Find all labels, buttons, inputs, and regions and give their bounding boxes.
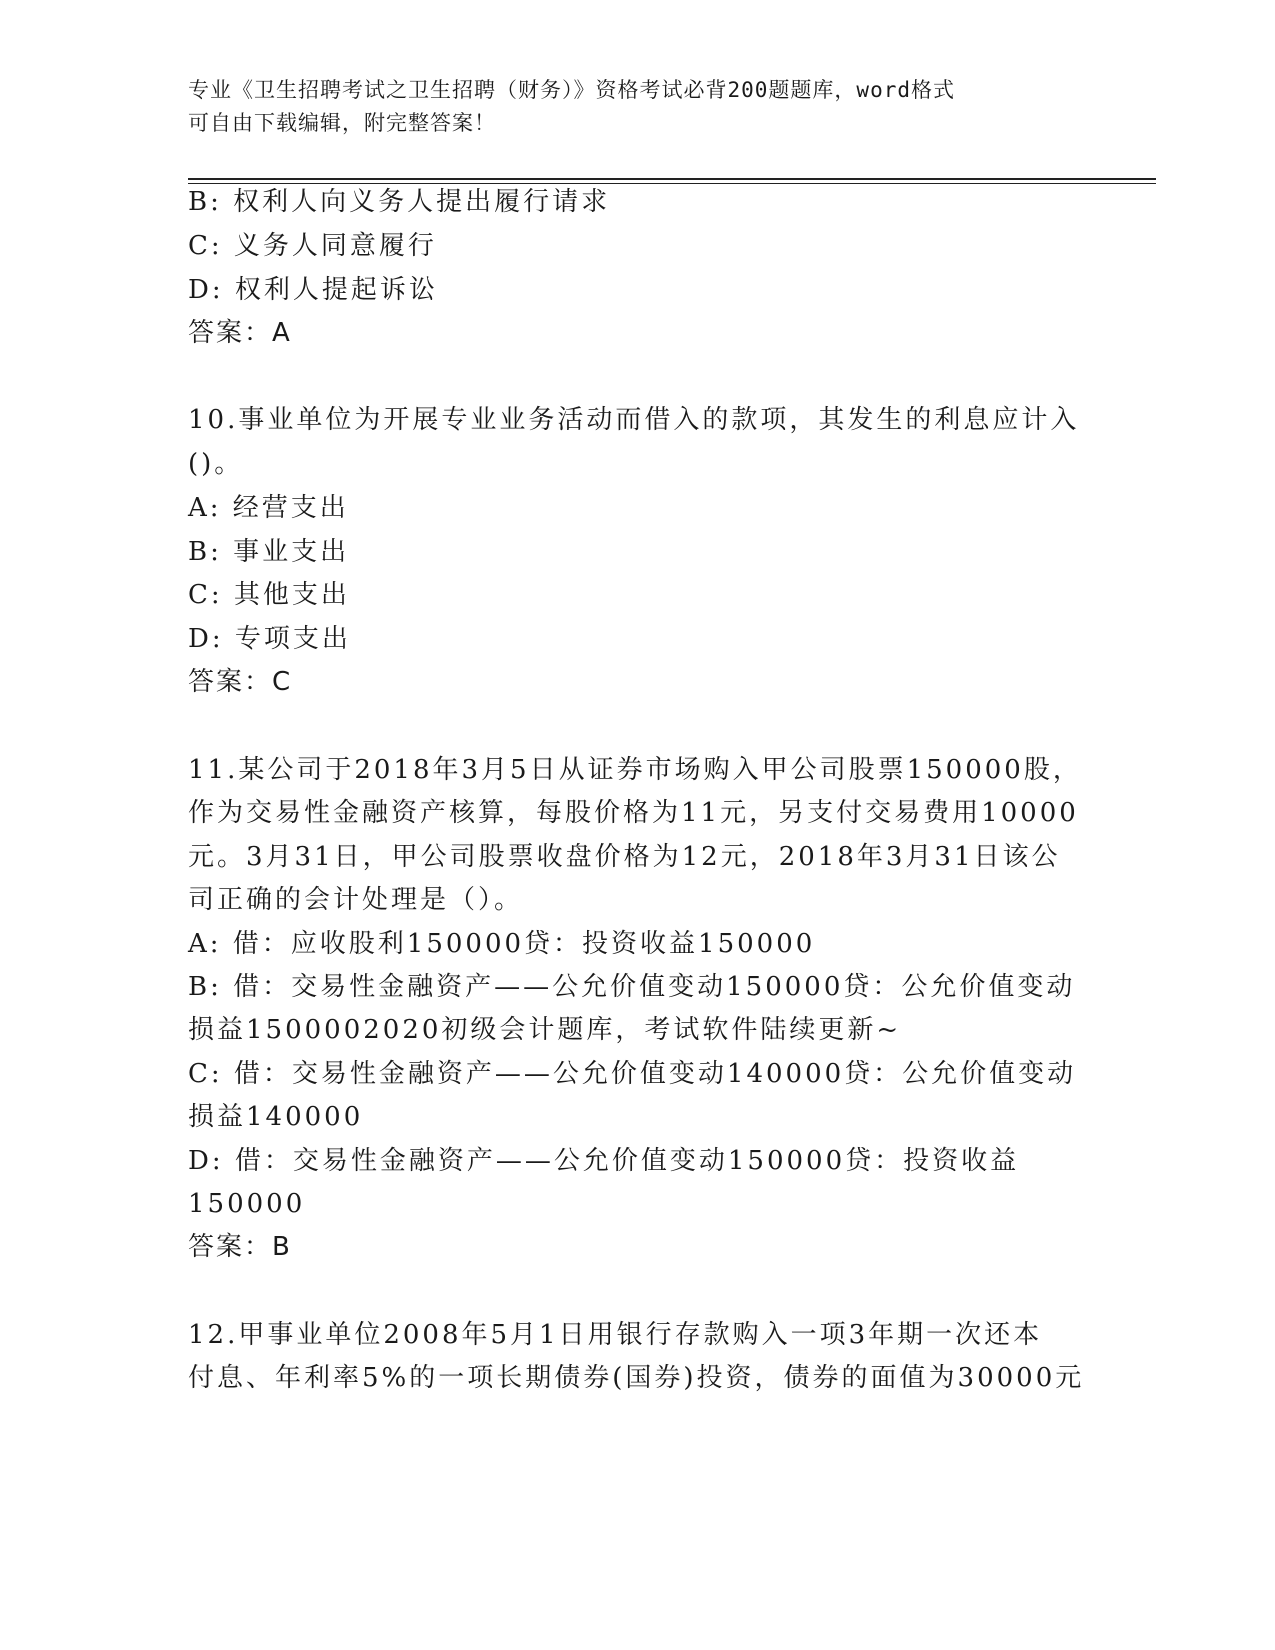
q11-option-b-line-1: B: 借：交易性金融资产——公允价值变动150000贷：公允价值变动 (188, 972, 1076, 1002)
q11-stem-line-1: 11.某公司于2018年3月5日从证券市场购入甲公司股票150000股， (188, 755, 1082, 785)
q9-option-d: D: 权利人提起诉讼 (188, 275, 438, 305)
header-divider-thin (188, 183, 1156, 184)
q11-stem-line-4: 司正确的会计处理是（）。 (188, 885, 524, 915)
q11-stem-line-3: 元。3月31日，甲公司股票收盘价格为12元，2018年3月31日该公 (188, 842, 1061, 872)
q11-option-c-line-1: C: 借：交易性金融资产——公允价值变动140000贷：公允价值变动 (188, 1059, 1077, 1089)
q11-stem-line-2: 作为交易性金融资产核算，每股价格为11元，另支付交易费用10000 (188, 798, 1079, 828)
page-header (188, 74, 1068, 140)
q11-option-d-line-2: 150000 (188, 1189, 306, 1219)
q11-option-a: A: 借：应收股利150000贷：投资收益150000 (188, 929, 816, 959)
q9-option-c: C: 义务人同意履行 (188, 231, 437, 261)
q9-answer: 答案：A (188, 318, 292, 348)
q10-stem-line-1: 10.事业单位为开展专业业务活动而借入的款项，其发生的利息应计入 (188, 405, 1080, 435)
header-line-2: 可自由下载编辑，附完整答案！ (188, 111, 496, 135)
header-line-1: 专业《卫生招聘考试之卫生招聘（财务）》资格考试必背200题题库，word格式 (188, 78, 955, 102)
q10-option-a: A: 经营支出 (188, 493, 349, 523)
header-divider-thick (188, 178, 1156, 180)
q10-stem-line-2: ()。 (188, 449, 244, 479)
q11-option-d-line-1: D: 借：交易性金融资产——公允价值变动150000贷：投资收益 (188, 1146, 1020, 1176)
q10-option-c: C: 其他支出 (188, 580, 350, 610)
q11-option-b-line-2: 损益1500002020初级会计题库，考试软件陆续更新~ (188, 1015, 902, 1045)
q10-option-d: D: 专项支出 (188, 624, 351, 654)
q10-answer: 答案：C (188, 667, 293, 697)
q12-stem-line-1: 12.甲事业单位2008年5月1日用银行存款购入一项3年期一次还本 (188, 1320, 1043, 1350)
q10-option-b: B: 事业支出 (188, 537, 350, 567)
q12-stem-line-2: 付息、年利率5%的一项长期债券(国券)投资，债券的面值为30000元 (188, 1363, 1085, 1393)
q11-option-c-line-2: 损益140000 (188, 1102, 364, 1132)
q9-option-b: B: 权利人向义务人提出履行请求 (188, 187, 611, 217)
q11-answer: 答案：B (188, 1232, 292, 1262)
